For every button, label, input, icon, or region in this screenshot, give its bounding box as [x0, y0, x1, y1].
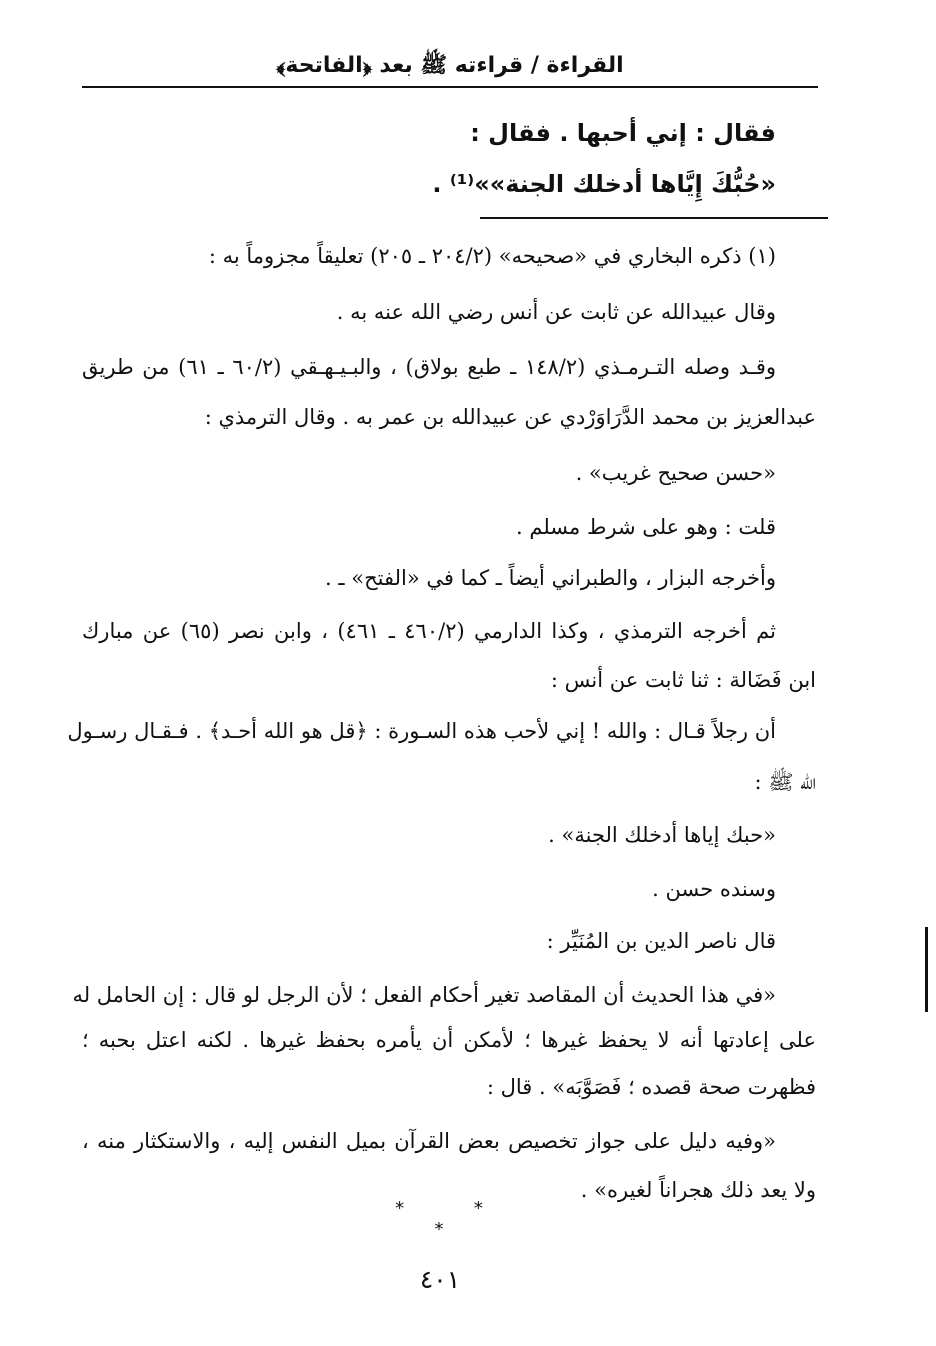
footnote-line-2: وقال عبيدالله عن ثابت عن أنس رضي الله عنه به .	[336, 300, 776, 324]
footnote-line-19: ولا يعد ذلك هجراناً لغيره» .	[580, 1178, 816, 1202]
footnote-line-15: «في هذا الحديث أن المقاصد تغير أحكام الفعل ؛ لأن الرجل لو قال : إن الحامل له	[72, 983, 776, 1007]
footnote-separator	[480, 217, 828, 219]
main-text-line-2: «حُبُّكَ إِيَّاها أدخلك الجنة»»⁽¹⁾ .	[432, 170, 776, 198]
footnote-line-9: ابن فَضَالة : ثنا ثابت عن أنس :	[550, 668, 816, 692]
footnote-line-10: أن رجلاً قـال : والله ! إني لأحب هذه السـورة : ﴿قل هو الله أحـد﴾ . فـقـال رسـول	[67, 719, 776, 743]
footnote-line-11: الله ﷺ :	[754, 770, 816, 794]
footnote-line-16: على إعادتها أنه لا يحفظ غيرها ؛ لأمكن أن يأمره بحفظ غيرها . لكنه اعتل بحبه ؛	[82, 1028, 816, 1052]
footnote-line-12: «حبك إياها أدخلك الجنة» .	[548, 823, 776, 847]
footnote-line-17: فظهرت صحة قصده ؛ فَصَوَّبَه» . قال :	[486, 1075, 816, 1099]
footnote-line-6: قلت : وهو على شرط مسلم .	[516, 515, 776, 539]
footnote-line-14: قال ناصر الدين بن المُنَيِّر :	[546, 929, 776, 953]
footnote-line-4: عبدالعزيز بن محمد الدَّرَاوَرْدي عن عبيدالله بن عمر به . وقال الترمذي :	[204, 405, 816, 429]
footnote-line-7: وأخرجه البزار ، والطبراني أيضاً ـ كما في «الفتح» ـ .	[325, 566, 776, 590]
margin-mark	[925, 927, 928, 1012]
header-rule	[82, 86, 818, 88]
footnote-line-1: (١) ذكره البخاري في «صحيحه» (٢٠٤/٢ ـ ٢٠٥) تعليقاً مجزوماً به :	[208, 244, 776, 268]
running-header: القراءة / قراءته ﷺ بعد ﴿الفاتحة﴾	[276, 53, 624, 78]
footnote-line-13: وسنده حسن .	[652, 877, 776, 901]
section-separator-stars: * * *	[395, 1198, 515, 1240]
footnote-line-5: «حسن صحيح غريب» .	[575, 461, 776, 485]
footnote-line-3: وقـد وصله التـرمـذي (١٤٨/٢ ـ طبع بولاق) ، والبـيـهـقي (٦٠/٢ ـ ٦١) من طريق	[82, 355, 776, 379]
page-number: ٤٠١	[419, 1265, 461, 1294]
main-text-line-1: فقال : إني أحبها . فقال :	[470, 119, 776, 147]
footnote-line-18: «وفيه دليل على جواز تخصيص بعض القرآن بميل النفس إليه ، والاستكثار منه ،	[82, 1129, 776, 1153]
footnote-line-8: ثم أخرجه الترمذي ، وكذا الدارمي (٤٦٠/٢ ـ ٤٦١) ، وابن نصر (٦٥) عن مبارك	[82, 619, 776, 643]
